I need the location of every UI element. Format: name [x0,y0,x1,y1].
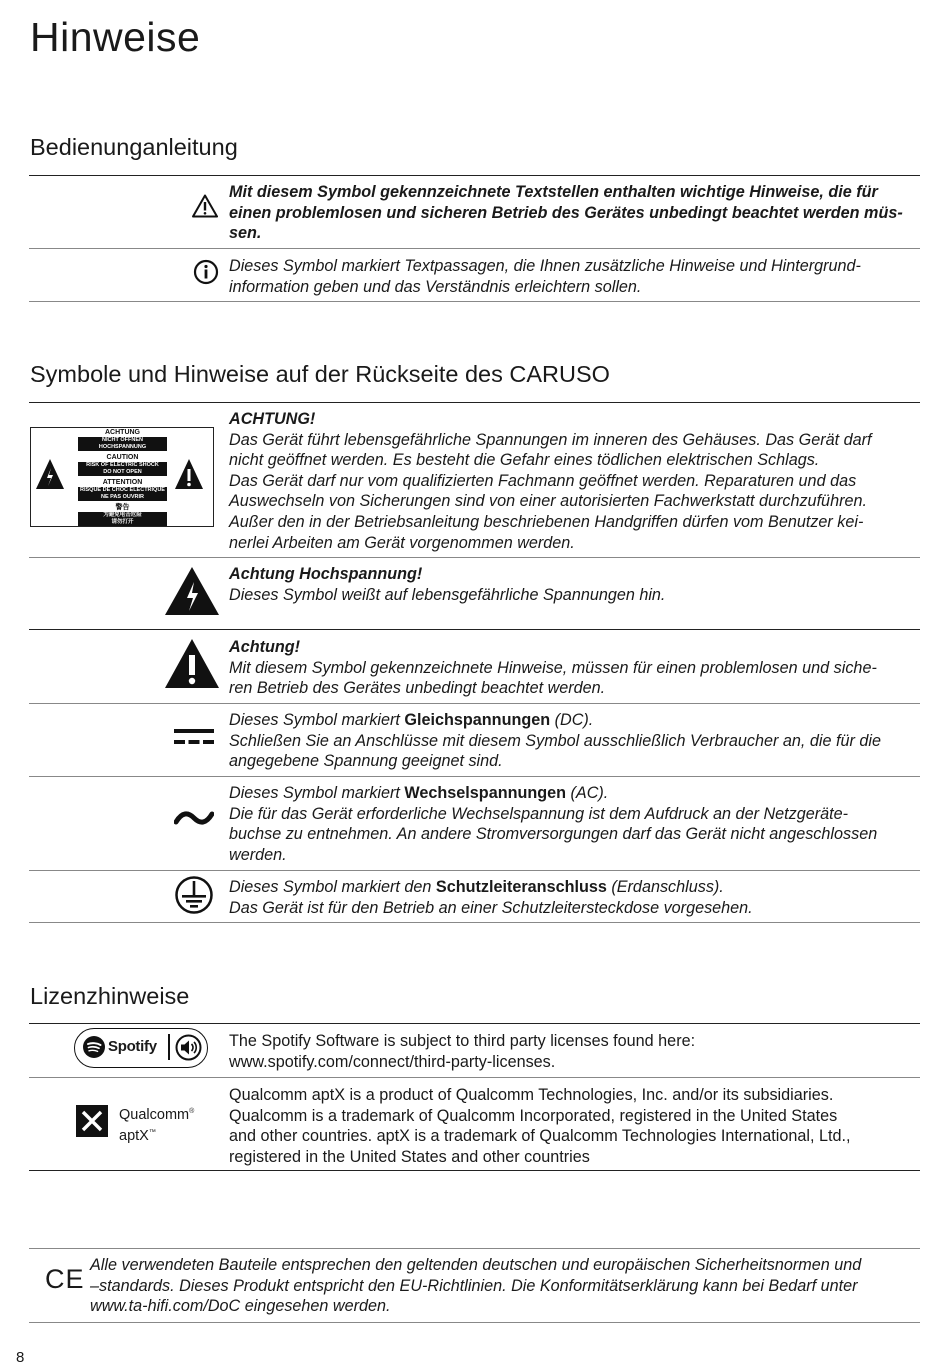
manual-warning-text: Mit diesem Symbol gekennzeichnete Textstellen enthalten wichtige Hinweise, die für einen problemlosen und sicheren Betrieb des Gerätes unbedingt beachtet werden müs- sen. [229,183,903,243]
spotify-license-text: The Spotify Software is subject to third party licenses found here: www.spotify.com/connect/third-party-licenses. [229,1032,696,1071]
page-number: 8 [16,1349,25,1366]
divider [29,402,920,403]
label-line: 警告 [78,504,167,511]
high-voltage-icon [35,458,65,490]
page-title: Hinweise [30,14,201,60]
spotify-icon [83,1036,105,1058]
divider [29,1023,920,1024]
label-block: NICHT ÖFFNEN HOCHSPANNUNG [78,437,167,451]
dc-voltage-icon [174,729,214,745]
qualcomm-aptx-wordmark: Qualcomm® aptX™ [119,1106,195,1144]
label-block: RISQUE DE CHOC ELECTRIQUE NE PAS OUVRIR [78,487,167,501]
ac-voltage-icon [174,810,214,828]
warning-triangle-icon [164,638,220,689]
section-heading-rear-symbols: Symbole und Hinweise auf der Rückseite des CARUSO [30,361,610,387]
section-heading-licenses: Lizenzhinweise [30,983,190,1009]
rear-caution-text: Achtung! Mit diesem Symbol gekennzeichnete Hinweise, müssen für einen problemlosen und siche- ren Betrieb des Gerätes unbedingt beachtet werden. [229,638,877,698]
divider [168,1034,170,1060]
rear-high-voltage-text: Achtung Hochspannung! Dieses Symbol weißt auf lebensgefährliche Spannungen hin. [229,565,666,604]
rear-dc-text: Dieses Symbol markiert Gleichspannungen (DC). Schließen Sie an Anschlüsse mit diesem Symbol ausschließlich Verbraucher an, die für die angegebene Spannung geeignet sind. [229,711,882,771]
divider [29,557,920,558]
qualcomm-license-text: Qualcomm aptX is a product of Qualcomm Technologies, Inc. and/or its subsidiaries. Qualcomm is a trademark of Qualcomm Incorporated, registered in the United States and other countries. aptX is a trademark of Qualcomm Technologies International, Ltd., registered in the United States and other countries [229,1086,851,1166]
divider [29,703,920,704]
divider [29,1170,920,1171]
info-circle-icon [193,259,219,285]
rear-warning-label [30,427,214,527]
divider [29,1248,920,1249]
spotify-connect-logo [74,1028,208,1068]
manual-info-text: Dieses Symbol markiert Textpassagen, die Ihnen zusätzliche Hinweise und Hintergrund- information geben und das Verständnis erleichtern sollen. [229,257,861,296]
divider [29,1322,920,1323]
warning-triangle-icon [174,458,204,490]
divider [29,870,920,871]
label-line: ATTENTION [78,479,167,486]
ce-conformity-text: Alle verwendeten Bauteile entsprechen den geltenden deutschen und europäischen Sicherheitsnormen und –standards. Dieses Produkt entspricht den EU-Richtlinien. Die Konformitätserklärung kann bei Bedarf unter www.ta-hifi.com/DoC eingesehen werden. [90,1256,862,1316]
label-block: RISK OF ELECTRIC SHOCK DO NOT OPEN [78,462,167,476]
divider [29,629,920,630]
divider [29,175,920,176]
rear-earth-text: Dieses Symbol markiert den Schutzleiteranschluss (Erdanschluss). Das Gerät ist für den Betrieb an einer Schutzleitersteckdose vorgesehen. [229,878,753,917]
warning-triangle-outline-icon [192,194,218,218]
speaker-icon [175,1034,202,1061]
label-line: ACHTUNG [78,429,167,436]
rear-ac-text: Dieses Symbol markiert Wechselspannungen (AC). Die für das Gerät erforderliche Wechselspannung ist dem Aufdruck an der Netzgeräte- buchse zu entnehmen. An andere Stromversorgungen darf das Gerät nicht angeschlossen werden. [229,784,878,864]
high-voltage-icon [164,566,220,616]
divider [29,776,920,777]
divider [29,922,920,923]
spotify-wordmark: Spotify [108,1038,157,1055]
section-heading-manual: Bedienunganleitung [30,134,238,160]
rear-achtung-text: ACHTUNG! Das Gerät führt lebensgefährliche Spannungen im inneren des Gehäuses. Das Gerät darf nicht geöffnet werden. Es besteht die Gefahr eines tödlichen elektrischen Schlags. Das Gerät darf nur vom qualifizierten Fachmann geöffnet werden. Reparaturen und das Auswechseln von Sicherungen sind von einer autorisierten Fachwerkstatt durchzuführen. Außer den in der Betriebsanleitung beschriebenen Handgriffen dürfen vom Benutzer kei- nerlei Arbeiten am Gerät vorgenommen werden. [229,410,872,552]
protective-earth-icon [174,875,214,915]
divider [29,1077,920,1078]
qualcomm-aptx-icon [76,1105,108,1137]
label-line: CAUTION [78,454,167,461]
divider [29,301,920,302]
label-block: 为避免电击危险 请勿打开 [78,512,167,526]
ce-mark-icon: CE [45,1264,85,1294]
divider [29,248,920,249]
